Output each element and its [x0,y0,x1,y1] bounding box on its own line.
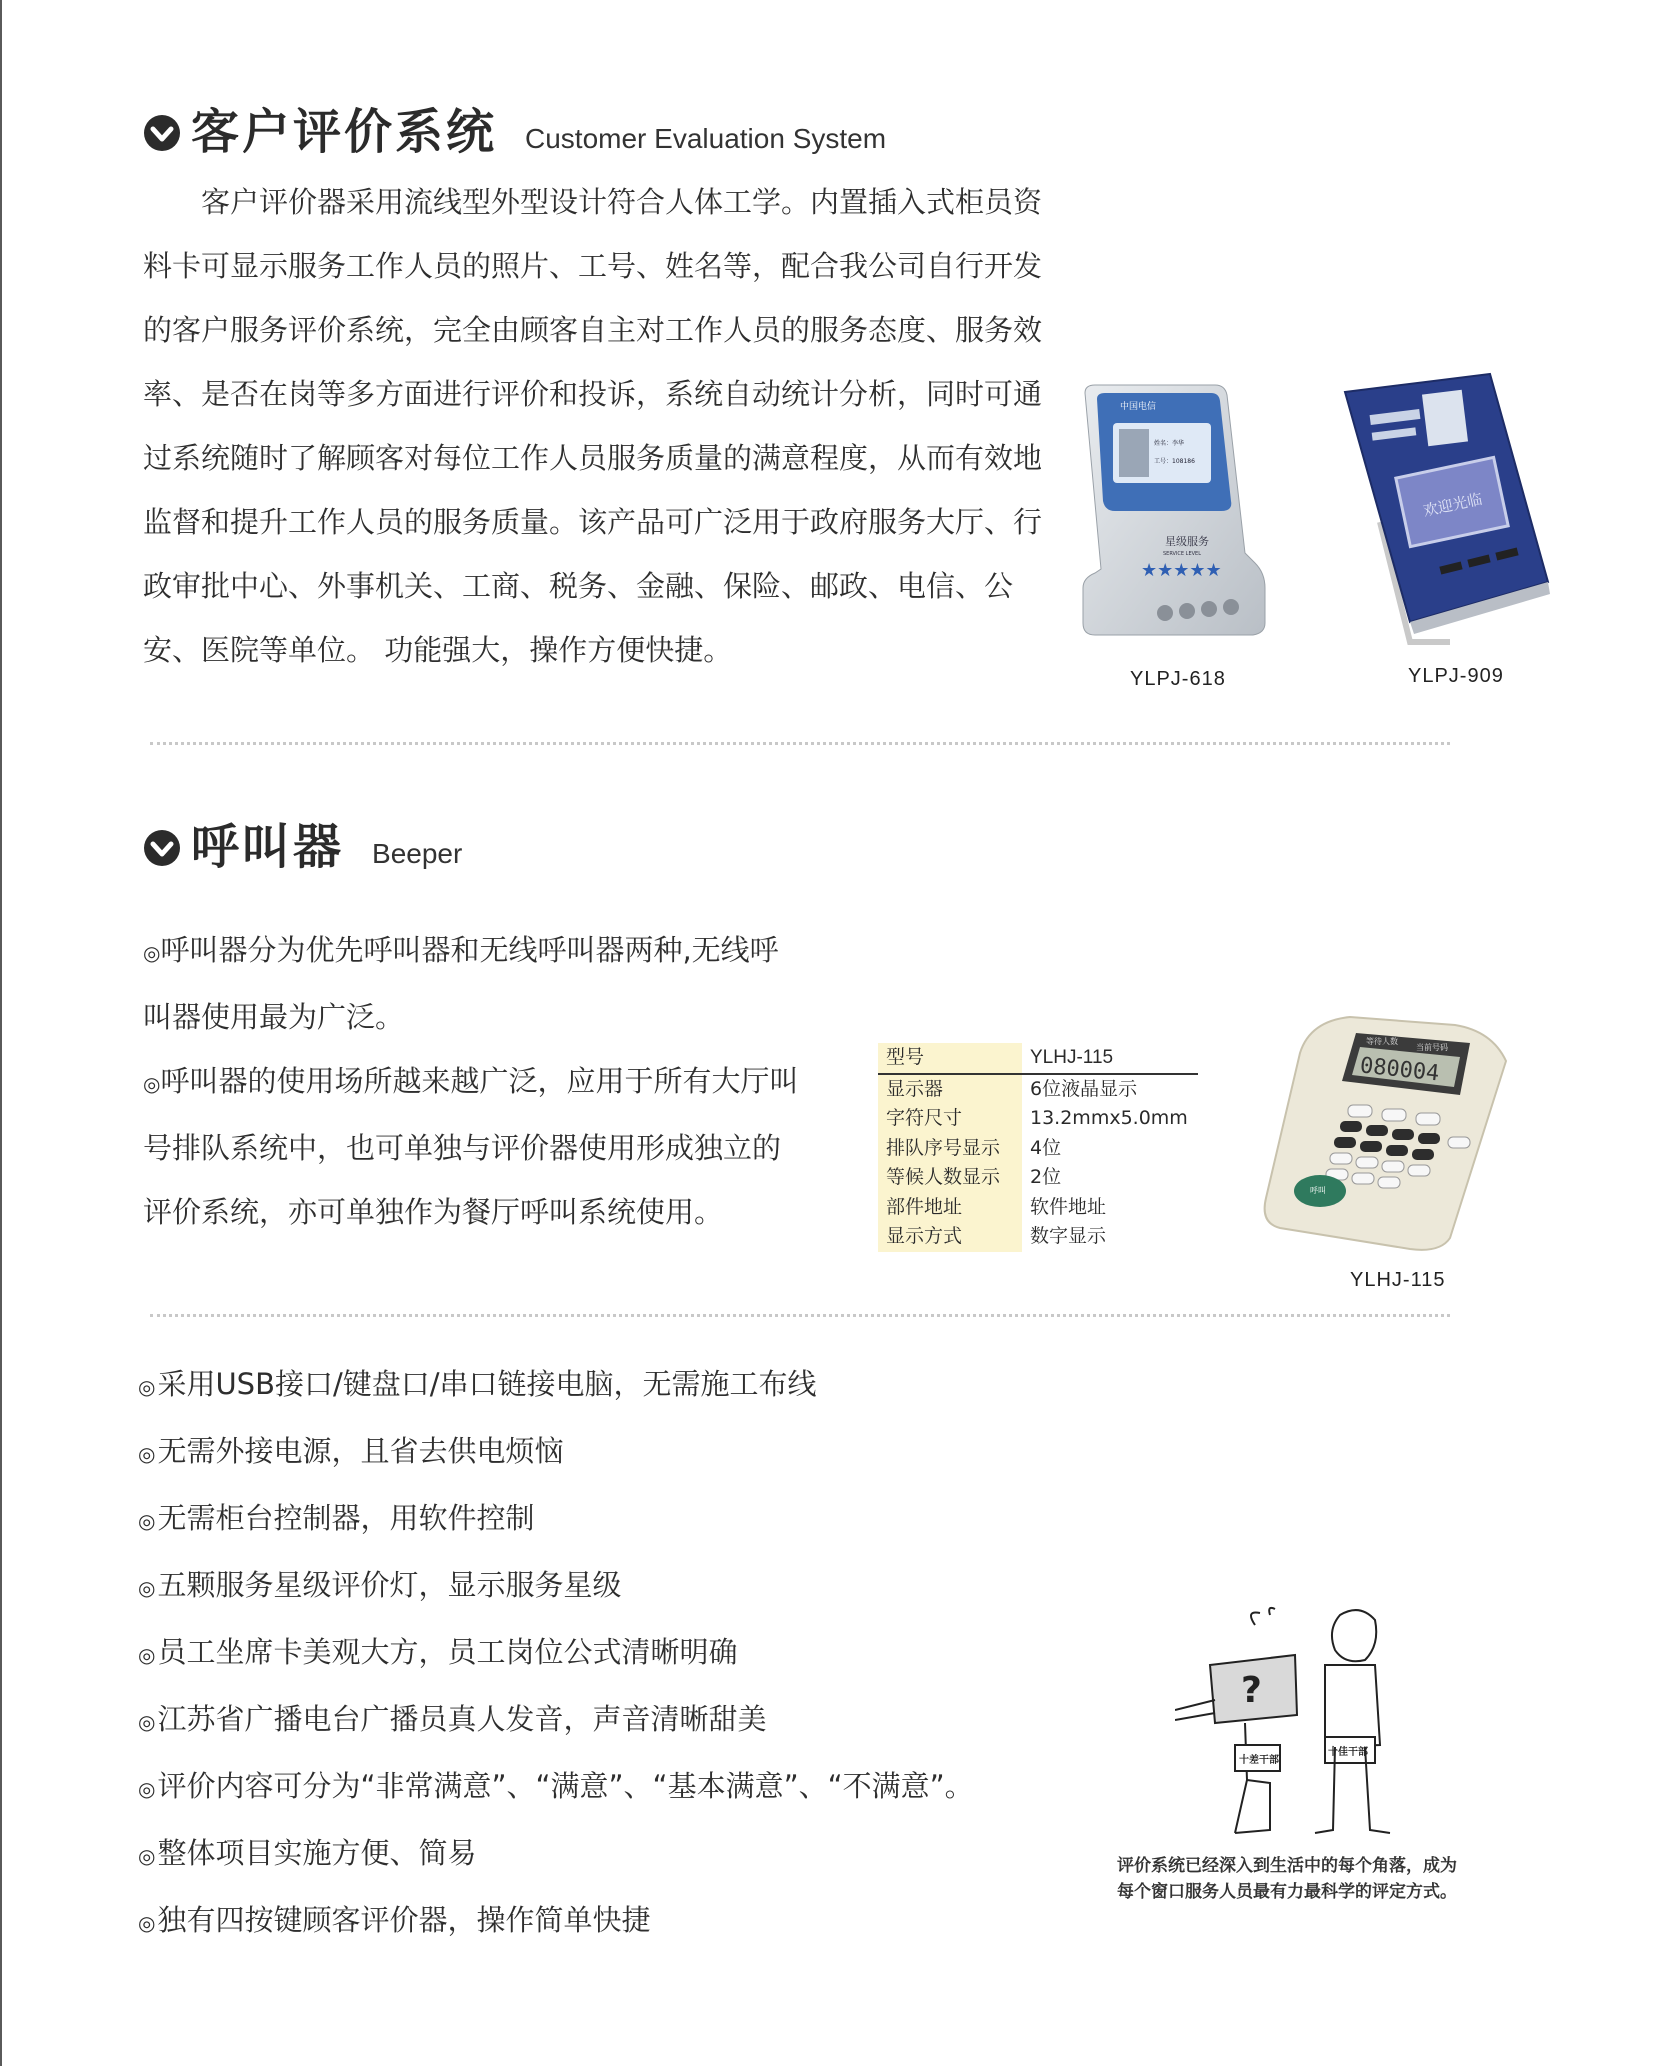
spec-row: 字符尺寸 13.2mmx5.0mm [878,1104,1198,1134]
left-border-line [0,0,2,2066]
list-item: ◎无需外接电源，且省去供电烦恼 [138,1434,564,1468]
beeper-bullet-1: ◎呼叫器分为优先呼叫器和无线呼叫器两种,无线呼叫器使用最为广泛。 [143,933,779,1034]
device-ylpj-909 [1340,372,1555,647]
list-item: ◎独有四按键顾客评价器，操作简单快捷 [138,1903,651,1937]
beeper-bullets [143,918,803,1244]
svg-text:★★★★★: ★★★★★ [1141,560,1222,581]
device-909-screen-text: 欢迎光临 [1421,489,1484,520]
title-en: Customer Evaluation System [525,123,887,154]
svg-text:等待人数: 等待人数 [1366,1037,1398,1046]
cartoon-illustration [1175,1605,1405,1845]
spec-row: 显示方式 数字显示 [878,1222,1198,1252]
caption-ylhj-115: YLHJ-115 [1350,1269,1446,1291]
list-item: ◎整体项目实施方便、简易 [138,1836,477,1870]
dotted-divider-1 [150,742,1450,745]
caption-ylpj-618: YLPJ-618 [1130,668,1226,690]
dotted-divider-2 [150,1314,1450,1317]
device-618-level-en: SERVICE LEVEL [1163,551,1201,557]
device-ylpj-618 [1075,383,1275,643]
device-618-brand: 中国电信 [1120,402,1157,412]
spec-row: 显示器 6位液晶显示 [878,1074,1198,1105]
device-call-button-label: 呼叫 [1310,1186,1326,1195]
svg-text:当前号码: 当前号码 [1416,1043,1448,1052]
device-lcd-digits: 080004 [1358,1053,1441,1087]
list-item: ◎五颗服务星级评价灯，显示服务星级 [138,1568,622,1602]
spec-row: 部件地址 软件地址 [878,1193,1198,1223]
cartoon-question-mark: ? [1241,1670,1262,1711]
spec-row: 型号 YLHJ-115 [878,1043,1198,1074]
list-item: ◎评价内容可分为“非常满意”、“满意”、“基本满意”、“不满意”。 [138,1769,974,1803]
spec-row: 排队序号显示 4位 [878,1134,1198,1164]
beeper-bullet-2: ◎呼叫器的使用场所越来越广泛，应用于所有大厅叫号排队系统中，也可单独与评价器使用形成独立的评价系统，亦可单独作为餐厅呼叫系统使用。 [143,1064,799,1229]
list-item: ◎无需柜台控制器，用软件控制 [138,1501,535,1535]
check-circle-icon [143,114,181,152]
evaluation-paragraph: 客户评价器采用流线型外型设计符合人体工学。内置插入式柜员资料卡可显示服务工作人员的照片、工号、姓名等，配合我公司自行开发的客户服务评价系统，完全由顾客自主对工作人员的服务态度、服务效率、是否在岗等多方面进行评价和投诉，系统自动统计分析，同时可通过系统随时了解顾客对每位工作人员服务质量的满意程度，从而有效地监督和提升工作人员的服务质量。该产品可广泛用于政府服务大厅、行政审批中心、外事机关、工商、税务、金融、保险、邮政、电信、公安、医院等单位。 功能强大，操作方便快捷。 [143,185,1043,667]
section-title-beeper [143,808,462,877]
device-618-level-zh: 星级服务 [1165,535,1209,548]
device-618-id-label: 工号：108186 [1154,458,1195,465]
device-ylhj-115 [1260,1013,1510,1253]
list-item: ◎江苏省广播电台广播员真人发音，声音清晰甜美 [138,1702,767,1736]
list-item: ◎采用USB接口/键盘口/串口链接电脑，无需施工布线 [138,1367,817,1401]
list-item: ◎员工坐席卡美观大方，员工岗位公式清晰明确 [138,1635,738,1669]
title-zh: 客户评价系统 [191,104,498,160]
title-zh: 呼叫器 [191,819,345,875]
title-en: Beeper [372,838,463,869]
spec-table [878,1043,1198,1252]
spec-row: 等候人数显示 2位 [878,1163,1198,1193]
device-618-name-label: 姓名：李华 [1154,440,1185,447]
cartoon-sign-left: 十差干部 [1239,1755,1279,1766]
cartoon-caption: 评价系统已经深入到生活中的每个角落，成为 每个窗口服务人员最有力最科学的评定方式。 [1117,1856,1457,1902]
check-circle-icon [143,829,181,867]
cartoon-sign-right: 十佳干部 [1328,1747,1368,1758]
section-title-evaluation [143,93,886,162]
feature-list [138,1352,974,1955]
caption-ylpj-909: YLPJ-909 [1408,665,1504,687]
